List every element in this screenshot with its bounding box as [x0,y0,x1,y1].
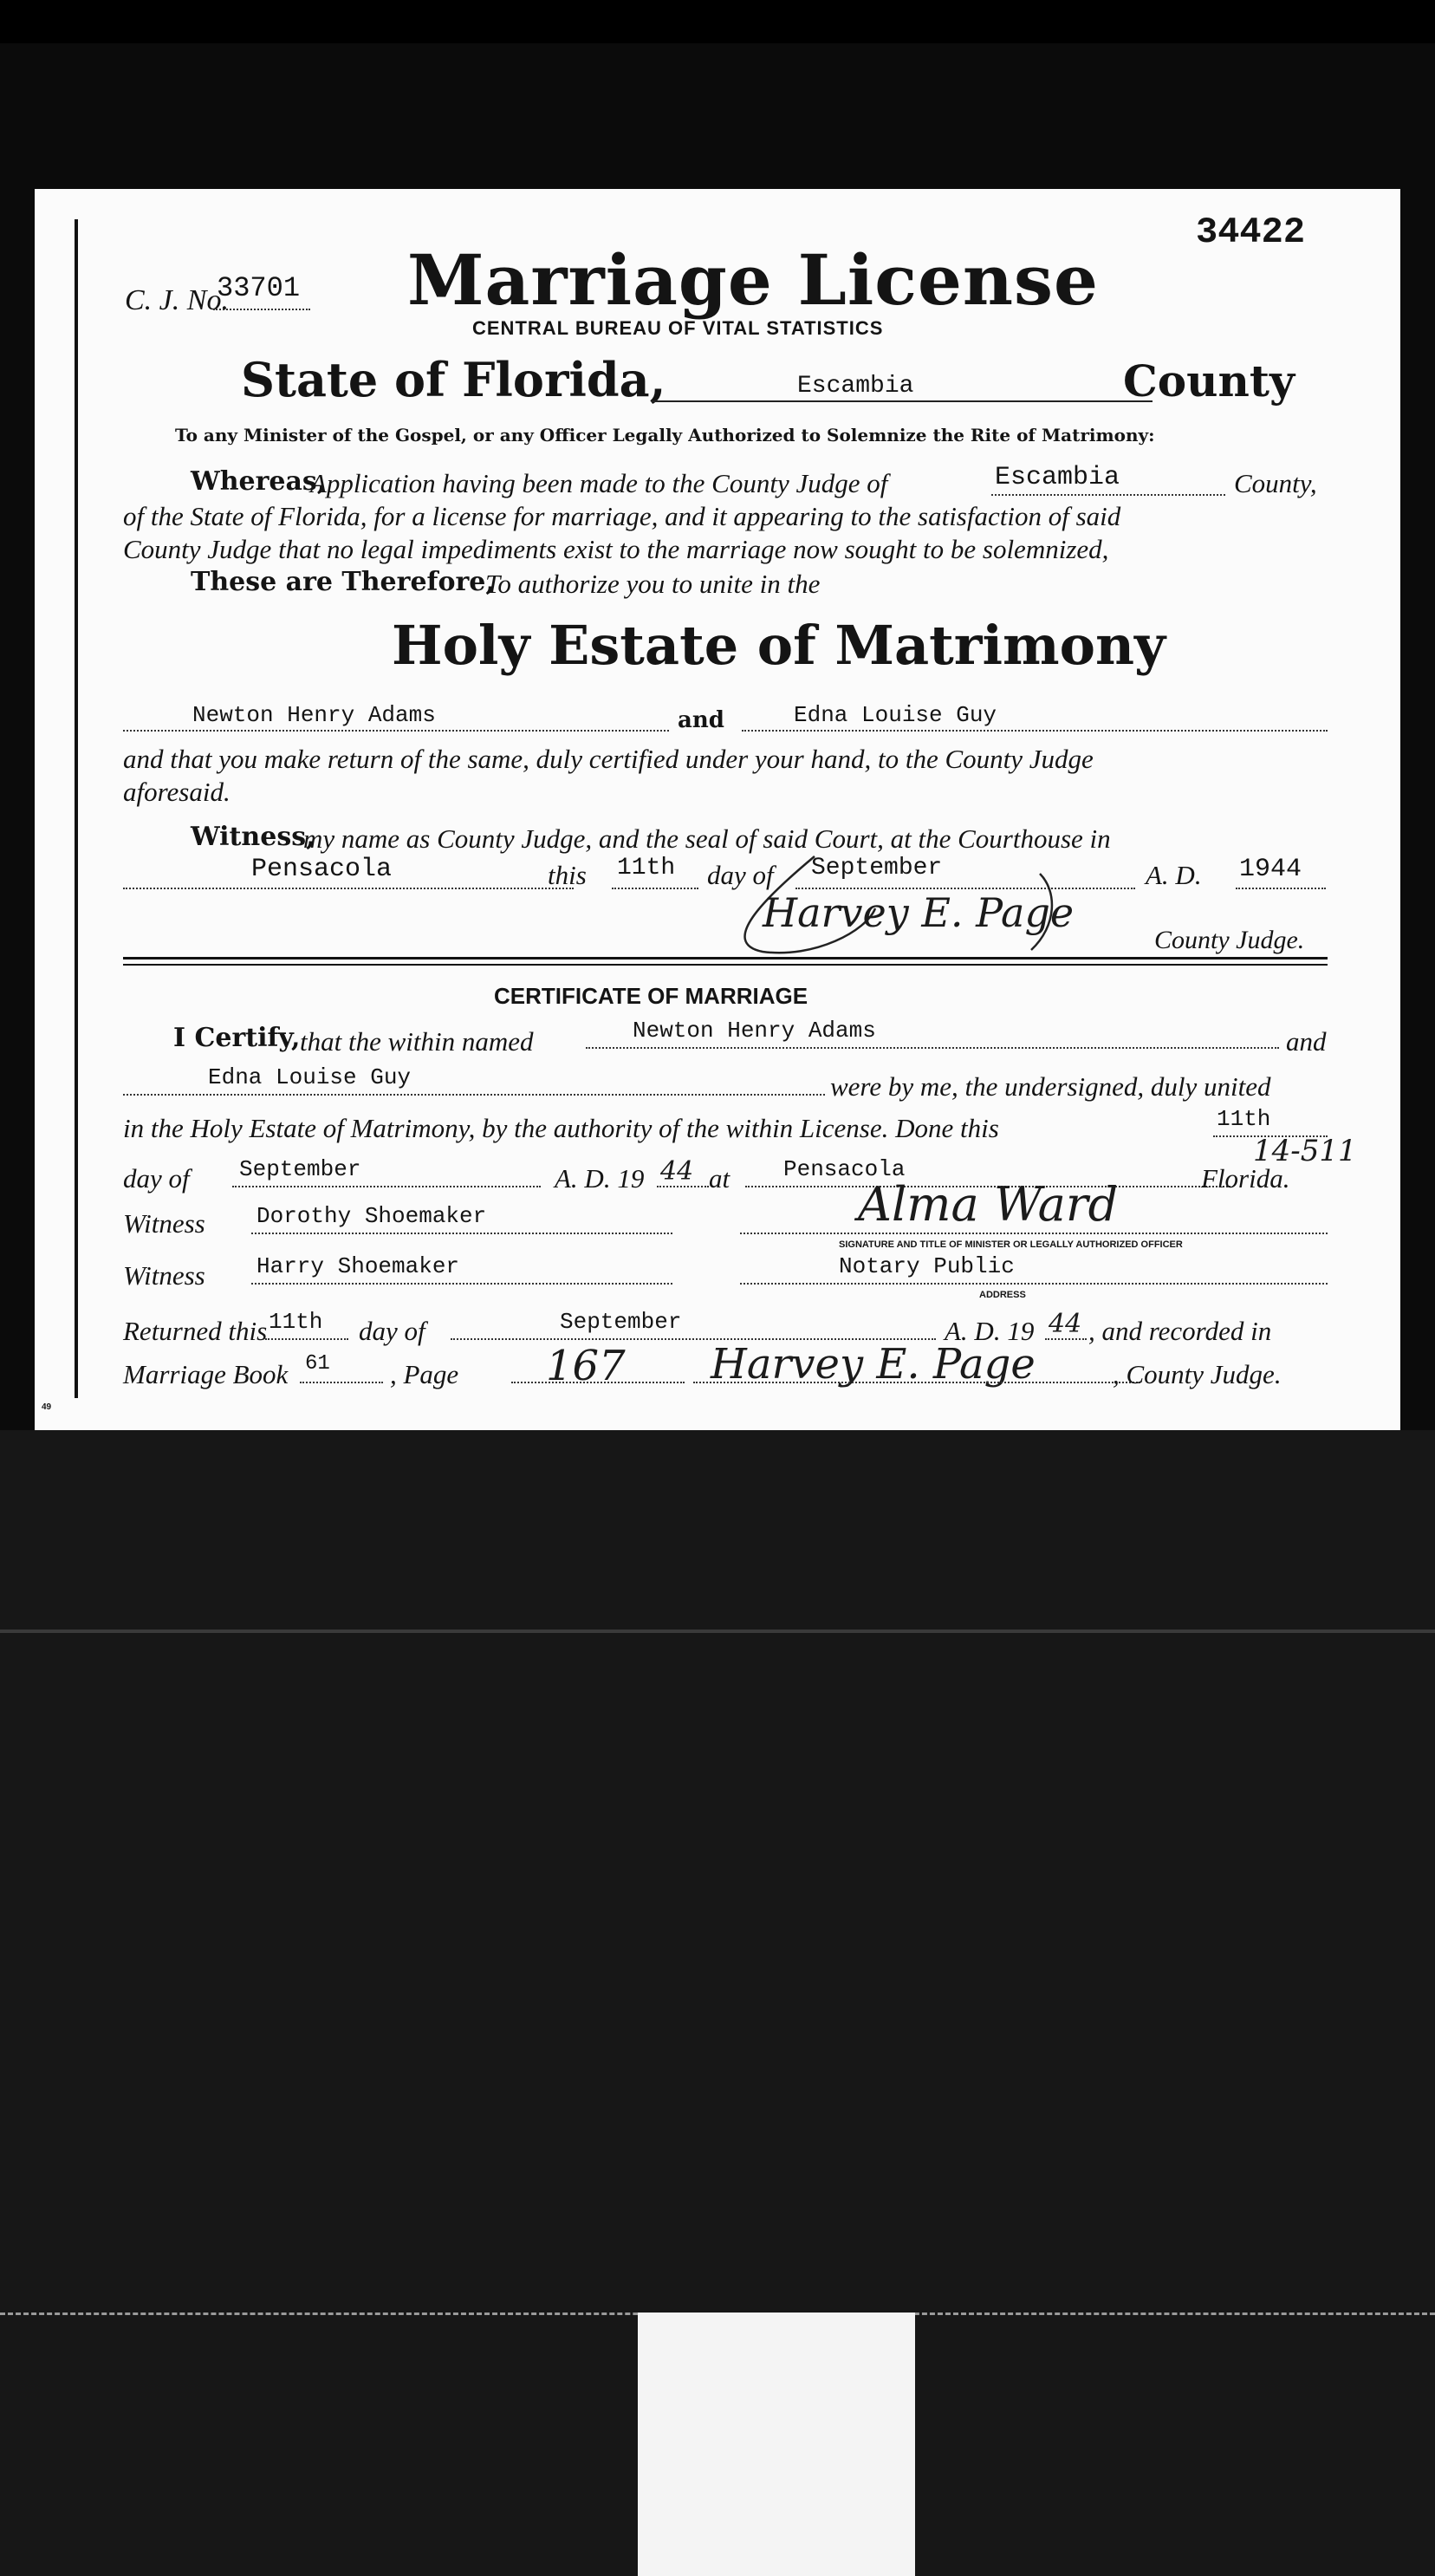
certificate-year-line [657,1186,709,1187]
left-border-rule [75,219,78,1398]
day-line [612,888,698,889]
returned-day-of: day of [359,1316,425,1346]
returned-month: September [560,1309,682,1335]
these-lead: These are Therefore, [191,567,495,597]
officer-title-line [740,1283,1328,1285]
scan-divider [0,1630,1435,1633]
form-serial-number: 34422 [1196,211,1306,253]
whereas-lead: Whereas, [191,466,327,497]
holy-estate-heading: Holy Estate of Matrimony [392,614,1166,677]
returned-year-suffix: 44 [1049,1309,1082,1339]
county-value: Escambia [797,373,914,400]
judge-title: County Judge. [1154,926,1305,954]
license-year: 1944 [1239,855,1302,884]
returned-label: Returned this [123,1316,268,1346]
scanner-top-border [0,0,1435,43]
witness-2-line [251,1283,672,1285]
page-number-line [511,1382,685,1383]
return-line-2: aforesaid. [123,777,231,807]
recording-judge-line [693,1382,1140,1383]
these-text: To authorize you to unite in the [485,569,821,599]
officer-signature-line [740,1233,1328,1234]
cj-label: C. J. No. [125,284,229,316]
witness-2-label: Witness [123,1260,205,1291]
return-line-1: and that you make return of the same, duly certified under your hand, to the County Judge [123,744,1094,774]
certificate-groom: Newton Henry Adams [633,1018,876,1044]
document-subtitle: CENTRAL BUREAU OF VITAL STATISTICS [472,317,884,339]
license-month: September [811,855,943,881]
page-label: , Page [390,1359,459,1389]
certify-text: that the within named [300,1026,534,1057]
bride-name: Edna Louise Guy [794,702,997,728]
book-number-line [300,1382,383,1383]
county-label: County [1123,355,1295,407]
paragraph-line-3: County Judge that no legal impediments exist to the marriage now sought to be solemnized, [123,534,1109,564]
license-day: 11th [617,855,676,881]
recording-judge-title: , County Judge. [1113,1359,1282,1389]
certificate-month: September [239,1156,361,1182]
ad-label: A. D. [1146,860,1202,890]
returned-ad: A. D. 19 [945,1316,1035,1346]
officer-signature: Alma Ward [858,1177,1119,1232]
year-line [1236,888,1326,889]
book-number: 61 [305,1352,330,1376]
returned-year-line [1045,1338,1087,1340]
certificate-at-label: at [709,1163,730,1194]
officer-title: Notary Public [839,1253,1015,1279]
county-line [652,400,1153,402]
county-suffix: County, [1234,468,1317,498]
document-title: Marriage License [407,239,1099,321]
state-label: State of Florida, [241,352,666,407]
day-of-label: day of [707,860,774,890]
address-caption: ADDRESS [979,1290,1026,1300]
bride-line [742,730,1328,732]
certificate-year-suffix: 44 [660,1156,694,1187]
and-word: and [678,707,724,733]
form-code: 49 [42,1402,52,1412]
certificate-place: Pensacola [783,1156,906,1182]
witness-text: my name as County Judge, and the seal of said Court, at the Courthouse in [303,823,1111,854]
certificate-groom-line [586,1047,1279,1049]
certificate-and: and [1286,1026,1327,1057]
cj-number: 33701 [217,272,301,304]
witness-2-name: Harry Shoemaker [256,1253,460,1279]
witness-1-line [251,1233,672,1234]
film-leader-block [638,2313,915,2576]
certificate-day-of: day of [123,1163,190,1194]
state-suffix: Florida. [1201,1163,1290,1194]
whereas-text: Application having been made to the County Judge of [310,468,888,498]
returned-day-line [265,1338,348,1340]
groom-name: Newton Henry Adams [192,702,436,728]
book-label: Marriage Book [123,1359,289,1389]
certificate-bride: Edna Louise Guy [208,1064,412,1090]
cj-number-line [213,309,310,310]
whereas-county: Escambia [995,463,1120,492]
address-line: To any Minister of the Gospel, or any Officer Legally Authorized to Solemnize the Rite of Matrimony: [175,425,1155,446]
witness-1-label: Witness [123,1208,205,1239]
courthouse-place: Pensacola [251,855,393,884]
recording-judge-signature: Harvey E. Page [711,1340,1036,1389]
certificate-bride-line [123,1094,825,1096]
done-day: 11th [1217,1106,1271,1132]
judge-signature: Harvey E. Page [763,889,1075,936]
witness-1-name: Dorothy Shoemaker [256,1203,487,1229]
marriage-license-document [35,189,1400,1430]
recorded-text: , and recorded in [1088,1316,1272,1346]
place-line [123,888,574,889]
handwritten-note: 14-511 [1253,1134,1357,1168]
officer-caption: SIGNATURE AND TITLE OF MINISTER OR LEGALLY AUTHORIZED OFFICER [839,1239,1183,1250]
whereas-county-line [991,494,1225,496]
certificate-ad-label: A. D. 19 [555,1163,645,1194]
section-divider-1 [123,957,1328,959]
this-label: this [548,860,587,890]
section-divider-2 [123,964,1328,966]
certify-lead: I Certify, [173,1023,301,1053]
authority-text: in the Holy Estate of Matrimony, by the authority of the within License. Done this [123,1113,999,1143]
certificate-heading: CERTIFICATE OF MARRIAGE [494,983,808,1009]
witness-lead: Witness, [191,822,315,852]
united-text: were by me, the undersigned, duly united [830,1071,1271,1102]
certificate-month-line [232,1186,541,1187]
page-number: 167 [546,1342,626,1390]
returned-day: 11th [269,1309,323,1335]
paragraph-line-2: of the State of Florida, for a license for marriage, and it appearing to the satisfaction of said [123,501,1121,531]
groom-line [123,730,669,732]
